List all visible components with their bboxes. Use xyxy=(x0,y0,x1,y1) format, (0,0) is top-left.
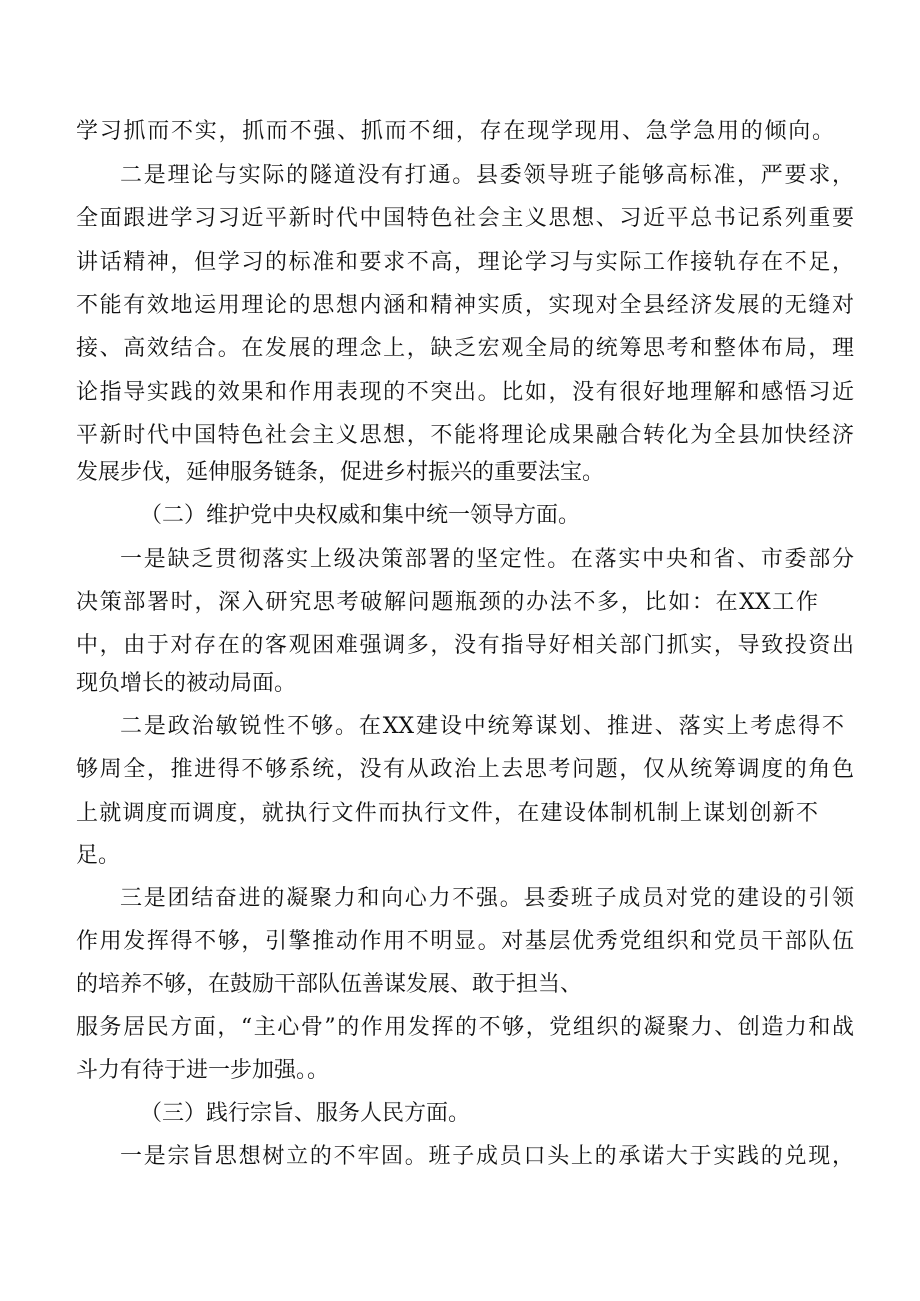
text-line-11: 一是缺乏贯彻落实上级决策部署的坚定性。在落实中央和省、市委部分 xyxy=(120,547,854,572)
text-line-15: 二是政治敏锐性不够。在XX建设中统筹谋划、推进、落实上考虑得不 xyxy=(120,714,844,739)
text-line-17: 上就调度而调度，就执行文件而执行文件，在建设体制机制上谋划创新不 xyxy=(76,801,818,826)
text-line-8: 平新时代中国特色社会主义思想，不能将理论成果融合转化为全县加快经济 xyxy=(76,423,854,448)
text-line-22: 服务居民方面，“主心骨”的作用发挥的不够，党组织的凝聚力、创造力和战 xyxy=(76,1015,854,1040)
text-line-12: 决策部署时，深入研究思考破解问题瓶颈的办法不多，比如：在XX工作 xyxy=(76,590,818,615)
text-line-18: 足。 xyxy=(76,843,121,868)
text-line-1: 学习抓而不实，抓而不强、抓而不细，存在现学现用、急学急用的倾向。 xyxy=(76,119,834,144)
text-line-23: 斗力有待于进一步加强。。 xyxy=(76,1058,330,1083)
text-line-4: 讲话精神，但学习的标准和要求不高，理论学习与实际工作接轨存在不足， xyxy=(76,250,854,275)
text-line-6: 接、高效结合。在发展的理念上，缺乏宏观全局的统筹思考和整体布局，理 xyxy=(76,336,854,361)
text-line-14: 现负增长的被动局面。 xyxy=(76,671,297,696)
text-line-3: 全面跟进学习习近平新时代中国特色社会主义思想、习近平总书记系列重要 xyxy=(76,206,854,231)
text-line-13: 中，由于对存在的客观困难强调多，没有指导好相关部门抓实，导致投资出 xyxy=(76,633,854,658)
text-line-25: 一是宗旨思想树立的不牢固。班子成员口头上的承诺大于实践的兑现， xyxy=(120,1144,854,1169)
text-line-5: 不能有效地运用理论的思想内涵和精神实质，实现对全县经济发展的无缝对 xyxy=(76,293,854,318)
text-line-19: 三是团结奋进的凝聚力和向心力不强。县委班子成员对党的建设的引领 xyxy=(120,886,854,911)
text-line-20: 作用发挥得不够，引擎推动作用不明显。对基层优秀党组织和党员干部队伍 xyxy=(76,929,854,954)
text-line-16: 够周全，推进得不够系统，没有从政治上去思考问题，仅从统筹调度的角色 xyxy=(76,757,854,782)
text-line-2: 二是理论与实际的隧道没有打通。县委领导班子能够高标准，严要求， xyxy=(120,163,854,188)
text-line-9: 发展步伐，延伸服务链条，促进乡村振兴的重要法宝。 xyxy=(76,460,605,485)
text-line-21: 的培养不够，在鼓励干部队伍善谋发展、敢于担当、 xyxy=(76,972,583,997)
section-heading-3: （三）践行宗旨、服务人民方面。 xyxy=(140,1101,471,1126)
section-heading-2: （二）维护党中央权威和集中统一领导方面。 xyxy=(140,503,581,528)
text-line-7: 论指导实践的效果和作用表现的不突出。比如，没有很好地理解和感悟习近 xyxy=(76,380,854,405)
